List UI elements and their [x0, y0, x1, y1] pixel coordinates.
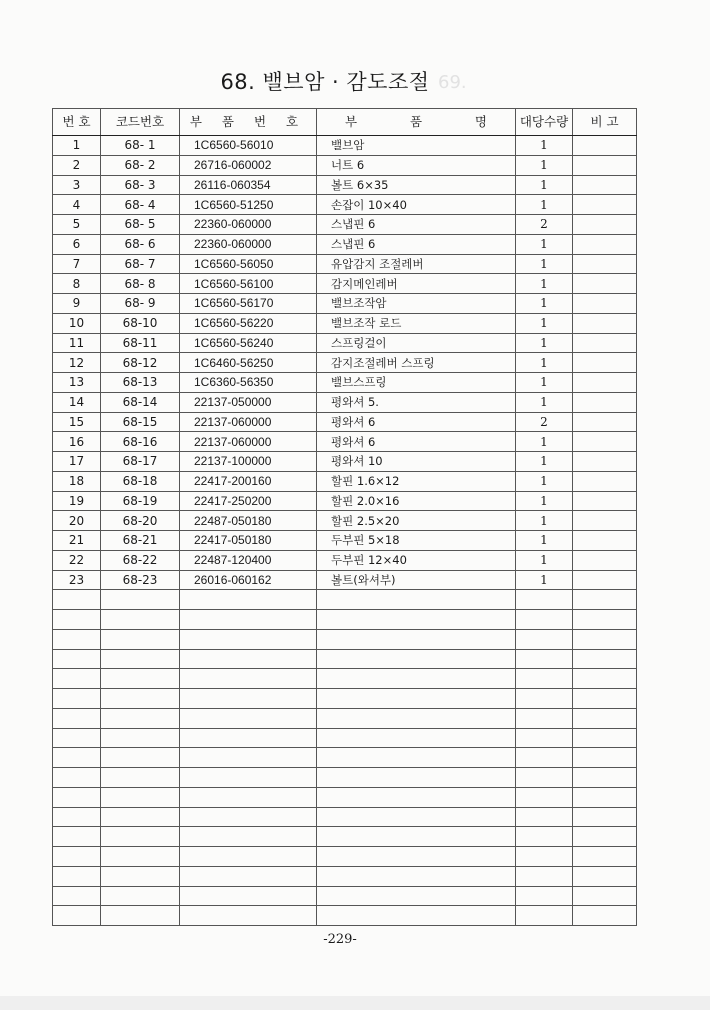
empty-table-row — [53, 906, 637, 926]
cell-part-name: 밸브조작 로드 — [317, 313, 516, 333]
cell-part-name: 감지메인레버 — [317, 274, 516, 294]
cell-quantity: 1 — [516, 353, 573, 373]
cell-remarks-empty — [573, 866, 637, 886]
cell-no: 15 — [53, 412, 101, 432]
table-row — [53, 432, 637, 452]
cell-remarks-empty — [573, 590, 637, 610]
cell-quantity-empty — [516, 649, 573, 669]
cell-code: 68- 3 — [101, 175, 180, 195]
cell-part-name-empty — [317, 787, 516, 807]
cell-quantity: 1 — [516, 333, 573, 353]
cell-part-number-empty — [180, 768, 317, 788]
cell-quantity: 2 — [516, 215, 573, 235]
cell-code: 68-12 — [101, 353, 180, 373]
cell-part-name: 스프링걸이 — [317, 333, 516, 353]
empty-table-row — [53, 669, 637, 689]
cell-code-empty — [101, 787, 180, 807]
cell-part-number-empty — [180, 649, 317, 669]
cell-no: 20 — [53, 511, 101, 531]
cell-quantity-empty — [516, 669, 573, 689]
cell-no-empty — [53, 669, 101, 689]
cell-part-number: 1C6560-56170 — [180, 294, 317, 314]
cell-part-number-empty — [180, 669, 317, 689]
cell-part-name-empty — [317, 906, 516, 926]
cell-quantity-empty — [516, 590, 573, 610]
header-part-name — [317, 109, 516, 136]
header-part-number: 부 품 번 호 — [180, 109, 317, 136]
cell-quantity: 1 — [516, 254, 573, 274]
cell-code-empty — [101, 886, 180, 906]
cell-no-empty — [53, 886, 101, 906]
cell-quantity-empty — [516, 610, 573, 630]
cell-part-number: 26716-060002 — [180, 155, 317, 175]
cell-part-name: 두부핀 5×18 — [317, 531, 516, 551]
cell-code: 68- 8 — [101, 274, 180, 294]
cell-code: 68- 1 — [101, 136, 180, 156]
cell-part-number: 1C6360-56350 — [180, 373, 317, 393]
cell-remarks — [573, 195, 637, 215]
cell-no-empty — [53, 689, 101, 709]
cell-part-name-empty — [317, 807, 516, 827]
table-row — [53, 531, 637, 551]
cell-remarks — [573, 136, 637, 156]
cell-part-number-empty — [180, 906, 317, 926]
cell-code-empty — [101, 649, 180, 669]
cell-remarks — [573, 491, 637, 511]
cell-remarks — [573, 234, 637, 254]
cell-code: 68-14 — [101, 392, 180, 412]
cell-no-empty — [53, 728, 101, 748]
table-row — [53, 392, 637, 412]
cell-no: 10 — [53, 313, 101, 333]
cell-no: 9 — [53, 294, 101, 314]
cell-remarks — [573, 432, 637, 452]
cell-part-number: 1C6560-56010 — [180, 136, 317, 156]
cell-quantity: 1 — [516, 175, 573, 195]
table-row — [53, 511, 637, 531]
table-row — [53, 452, 637, 472]
cell-quantity-empty — [516, 807, 573, 827]
cell-part-name-empty — [317, 649, 516, 669]
cell-code: 68- 5 — [101, 215, 180, 235]
empty-table-row — [53, 866, 637, 886]
empty-table-row — [53, 787, 637, 807]
cell-no: 22 — [53, 550, 101, 570]
table-row — [53, 550, 637, 570]
cell-remarks — [573, 313, 637, 333]
cell-no: 18 — [53, 471, 101, 491]
cell-remarks — [573, 155, 637, 175]
cell-part-name: 두부핀 12×40 — [317, 550, 516, 570]
cell-quantity: 1 — [516, 531, 573, 551]
header-remarks: 비 고 — [573, 109, 637, 136]
table-row — [53, 294, 637, 314]
cell-quantity: 2 — [516, 412, 573, 432]
table-row — [53, 570, 637, 590]
cell-no-empty — [53, 590, 101, 610]
cell-no: 12 — [53, 353, 101, 373]
cell-part-number: 1C6560-56240 — [180, 333, 317, 353]
cell-part-name: 할핀 2.5×20 — [317, 511, 516, 531]
cell-part-name-empty — [317, 610, 516, 630]
cell-part-name: 평와셔 6 — [317, 432, 516, 452]
cell-code: 68- 2 — [101, 155, 180, 175]
cell-quantity: 1 — [516, 274, 573, 294]
cell-code-empty — [101, 906, 180, 926]
cell-quantity: 1 — [516, 511, 573, 531]
cell-part-number: 26016-060162 — [180, 570, 317, 590]
cell-part-name-empty — [317, 728, 516, 748]
cell-no: 1 — [53, 136, 101, 156]
empty-table-row — [53, 748, 637, 768]
cell-no: 5 — [53, 215, 101, 235]
cell-remarks — [573, 353, 637, 373]
cell-no-empty — [53, 610, 101, 630]
cell-part-name-empty — [317, 866, 516, 886]
cell-no: 23 — [53, 570, 101, 590]
cell-part-name-empty — [317, 629, 516, 649]
cell-part-number: 1C6560-51250 — [180, 195, 317, 215]
cell-code: 68- 9 — [101, 294, 180, 314]
cell-remarks — [573, 274, 637, 294]
table-row — [53, 274, 637, 294]
cell-part-name: 할핀 2.0×16 — [317, 491, 516, 511]
cell-remarks-empty — [573, 669, 637, 689]
cell-part-number-empty — [180, 728, 317, 748]
cell-no-empty — [53, 807, 101, 827]
cell-remarks — [573, 550, 637, 570]
cell-no: 16 — [53, 432, 101, 452]
table-row — [53, 136, 637, 156]
cell-remarks — [573, 570, 637, 590]
cell-remarks-empty — [573, 906, 637, 926]
cell-quantity-empty — [516, 886, 573, 906]
header-part-name-1: 부 — [345, 114, 358, 129]
empty-table-row — [53, 827, 637, 847]
cell-code: 68-17 — [101, 452, 180, 472]
cell-part-number-empty — [180, 886, 317, 906]
cell-part-name-empty — [317, 708, 516, 728]
cell-quantity-empty — [516, 827, 573, 847]
table-row — [53, 353, 637, 373]
cell-remarks-empty — [573, 827, 637, 847]
page-title: 68. 밸브암 · 감도조절 — [220, 70, 430, 94]
cell-code-empty — [101, 669, 180, 689]
cell-no: 7 — [53, 254, 101, 274]
cell-part-number: 22137-060000 — [180, 412, 317, 432]
cell-remarks — [573, 333, 637, 353]
cell-part-name: 밸브암 — [317, 136, 516, 156]
cell-code-empty — [101, 708, 180, 728]
empty-table-row — [53, 629, 637, 649]
cell-remarks-empty — [573, 748, 637, 768]
cell-part-number-empty — [180, 590, 317, 610]
empty-table-row — [53, 649, 637, 669]
cell-remarks-empty — [573, 629, 637, 649]
cell-no-empty — [53, 768, 101, 788]
cell-part-name: 평와셔 10 — [317, 452, 516, 472]
cell-part-name-empty — [317, 590, 516, 610]
cell-part-name: 볼트 6×35 — [317, 175, 516, 195]
cell-code-empty — [101, 689, 180, 709]
cell-no-empty — [53, 748, 101, 768]
cell-remarks-empty — [573, 768, 637, 788]
cell-quantity-empty — [516, 847, 573, 867]
cell-no: 3 — [53, 175, 101, 195]
cell-code: 68-20 — [101, 511, 180, 531]
cell-part-number-empty — [180, 787, 317, 807]
cell-part-number: 22137-060000 — [180, 432, 317, 452]
table-row — [53, 234, 637, 254]
cell-no-empty — [53, 847, 101, 867]
cell-part-number-empty — [180, 610, 317, 630]
cell-no-empty — [53, 787, 101, 807]
cell-part-name-empty — [317, 827, 516, 847]
table-row — [53, 195, 637, 215]
cell-quantity-empty — [516, 748, 573, 768]
cell-quantity-empty — [516, 866, 573, 886]
cell-part-name-empty — [317, 768, 516, 788]
cell-remarks — [573, 531, 637, 551]
header-part-name-3: 명 — [474, 114, 487, 129]
cell-quantity-empty — [516, 787, 573, 807]
cell-quantity-empty — [516, 689, 573, 709]
cell-no-empty — [53, 866, 101, 886]
cell-code-empty — [101, 590, 180, 610]
table-row — [53, 254, 637, 274]
table-row — [53, 373, 637, 393]
cell-no: 11 — [53, 333, 101, 353]
cell-remarks — [573, 254, 637, 274]
cell-code: 68-13 — [101, 373, 180, 393]
cell-part-name-empty — [317, 886, 516, 906]
cell-quantity: 1 — [516, 234, 573, 254]
cell-code: 68-23 — [101, 570, 180, 590]
empty-table-row — [53, 708, 637, 728]
empty-table-row — [53, 768, 637, 788]
table-row — [53, 215, 637, 235]
cell-part-name: 밸브스프링 — [317, 373, 516, 393]
table-header-row — [53, 109, 637, 136]
cell-part-number: 26116-060354 — [180, 175, 317, 195]
cell-code-empty — [101, 847, 180, 867]
cell-code: 68-22 — [101, 550, 180, 570]
cell-part-number: 22137-050000 — [180, 392, 317, 412]
cell-part-number-empty — [180, 748, 317, 768]
table-row — [53, 313, 637, 333]
cell-part-number: 22417-050180 — [180, 531, 317, 551]
cell-part-number-empty — [180, 708, 317, 728]
cell-code-empty — [101, 728, 180, 748]
cell-quantity: 1 — [516, 195, 573, 215]
parts-table-body — [53, 136, 637, 926]
cell-part-number: 22487-050180 — [180, 511, 317, 531]
cell-part-number-empty — [180, 827, 317, 847]
cell-part-number: 22417-200160 — [180, 471, 317, 491]
cell-part-number: 1C6460-56250 — [180, 353, 317, 373]
cell-code: 68-10 — [101, 313, 180, 333]
cell-part-number: 22360-060000 — [180, 234, 317, 254]
cell-remarks-empty — [573, 787, 637, 807]
table-row — [53, 333, 637, 353]
cell-quantity: 1 — [516, 550, 573, 570]
cell-part-number-empty — [180, 866, 317, 886]
cell-quantity: 1 — [516, 392, 573, 412]
cell-remarks-empty — [573, 807, 637, 827]
cell-remarks-empty — [573, 649, 637, 669]
cell-part-name: 손잡이 10×40 — [317, 195, 516, 215]
cell-quantity: 1 — [516, 155, 573, 175]
cell-part-number-empty — [180, 689, 317, 709]
cell-remarks-empty — [573, 728, 637, 748]
cell-code: 68-18 — [101, 471, 180, 491]
cell-part-number-empty — [180, 807, 317, 827]
page-number: -229- — [323, 932, 357, 947]
bleed-through-text: 69. — [438, 72, 467, 93]
cell-part-name: 너트 6 — [317, 155, 516, 175]
cell-no: 13 — [53, 373, 101, 393]
cell-remarks — [573, 392, 637, 412]
cell-remarks-empty — [573, 886, 637, 906]
cell-no: 8 — [53, 274, 101, 294]
empty-table-row — [53, 610, 637, 630]
cell-quantity: 1 — [516, 570, 573, 590]
empty-table-row — [53, 886, 637, 906]
cell-part-name: 평와셔 6 — [317, 412, 516, 432]
cell-code-empty — [101, 610, 180, 630]
cell-code: 68-15 — [101, 412, 180, 432]
cell-no-empty — [53, 906, 101, 926]
cell-no: 4 — [53, 195, 101, 215]
cell-part-number: 1C6560-56100 — [180, 274, 317, 294]
cell-code: 68- 6 — [101, 234, 180, 254]
cell-quantity-empty — [516, 629, 573, 649]
cell-part-number: 22417-250200 — [180, 491, 317, 511]
cell-code-empty — [101, 629, 180, 649]
header-code: 코드번호 — [101, 109, 180, 136]
cell-part-name: 할핀 1.6×12 — [317, 471, 516, 491]
empty-table-row — [53, 728, 637, 748]
cell-no-empty — [53, 827, 101, 847]
cell-no-empty — [53, 708, 101, 728]
cell-part-number-empty — [180, 847, 317, 867]
table-row — [53, 471, 637, 491]
cell-part-name-empty — [317, 689, 516, 709]
cell-quantity-empty — [516, 728, 573, 748]
table-row — [53, 412, 637, 432]
cell-part-name-empty — [317, 669, 516, 689]
cell-no: 2 — [53, 155, 101, 175]
cell-part-number: 22360-060000 — [180, 215, 317, 235]
cell-quantity: 1 — [516, 313, 573, 333]
cell-part-number-empty — [180, 629, 317, 649]
cell-no: 17 — [53, 452, 101, 472]
cell-part-name: 유압감지 조절레버 — [317, 254, 516, 274]
scan-edge — [0, 996, 710, 1010]
cell-code-empty — [101, 748, 180, 768]
cell-remarks-empty — [573, 847, 637, 867]
header-no: 번 호 — [53, 109, 101, 136]
cell-no: 14 — [53, 392, 101, 412]
cell-no: 19 — [53, 491, 101, 511]
cell-code: 68-21 — [101, 531, 180, 551]
empty-table-row — [53, 807, 637, 827]
cell-quantity: 1 — [516, 136, 573, 156]
cell-code: 68-19 — [101, 491, 180, 511]
cell-remarks-empty — [573, 708, 637, 728]
cell-part-number: 22137-100000 — [180, 452, 317, 472]
cell-no: 6 — [53, 234, 101, 254]
table-row — [53, 175, 637, 195]
cell-remarks — [573, 471, 637, 491]
cell-code: 68- 7 — [101, 254, 180, 274]
header-part-name-2: 품 — [409, 114, 423, 129]
cell-part-name: 밸브조작암 — [317, 294, 516, 314]
header-quantity: 대당수량 — [516, 109, 573, 136]
cell-quantity: 1 — [516, 491, 573, 511]
empty-table-row — [53, 689, 637, 709]
cell-remarks — [573, 373, 637, 393]
cell-code-empty — [101, 807, 180, 827]
cell-quantity-empty — [516, 768, 573, 788]
cell-quantity-empty — [516, 906, 573, 926]
empty-table-row — [53, 590, 637, 610]
cell-part-number: 1C6560-56050 — [180, 254, 317, 274]
cell-quantity: 1 — [516, 471, 573, 491]
cell-code-empty — [101, 827, 180, 847]
cell-quantity: 1 — [516, 432, 573, 452]
cell-code: 68-16 — [101, 432, 180, 452]
cell-remarks — [573, 412, 637, 432]
cell-part-name: 평와셔 5. — [317, 392, 516, 412]
cell-remarks — [573, 294, 637, 314]
cell-part-name: 스냅핀 6 — [317, 215, 516, 235]
cell-part-name: 감지조절레버 스프링 — [317, 353, 516, 373]
cell-remarks-empty — [573, 689, 637, 709]
cell-no-empty — [53, 649, 101, 669]
cell-part-name: 볼트(와셔부) — [317, 570, 516, 590]
cell-part-name-empty — [317, 847, 516, 867]
cell-no-empty — [53, 629, 101, 649]
cell-quantity-empty — [516, 708, 573, 728]
cell-code: 68-11 — [101, 333, 180, 353]
cell-code-empty — [101, 866, 180, 886]
cell-remarks-empty — [573, 610, 637, 630]
cell-part-number: 22487-120400 — [180, 550, 317, 570]
cell-code-empty — [101, 768, 180, 788]
cell-quantity: 1 — [516, 294, 573, 314]
cell-part-name: 스냅핀 6 — [317, 234, 516, 254]
cell-part-name-empty — [317, 748, 516, 768]
cell-remarks — [573, 511, 637, 531]
table-row — [53, 491, 637, 511]
cell-quantity: 1 — [516, 373, 573, 393]
table-row — [53, 155, 637, 175]
cell-no: 21 — [53, 531, 101, 551]
parts-table — [52, 108, 637, 926]
empty-table-row — [53, 847, 637, 867]
cell-code: 68- 4 — [101, 195, 180, 215]
cell-remarks — [573, 175, 637, 195]
cell-part-number: 1C6560-56220 — [180, 313, 317, 333]
cell-quantity: 1 — [516, 452, 573, 472]
cell-remarks — [573, 215, 637, 235]
cell-remarks — [573, 452, 637, 472]
